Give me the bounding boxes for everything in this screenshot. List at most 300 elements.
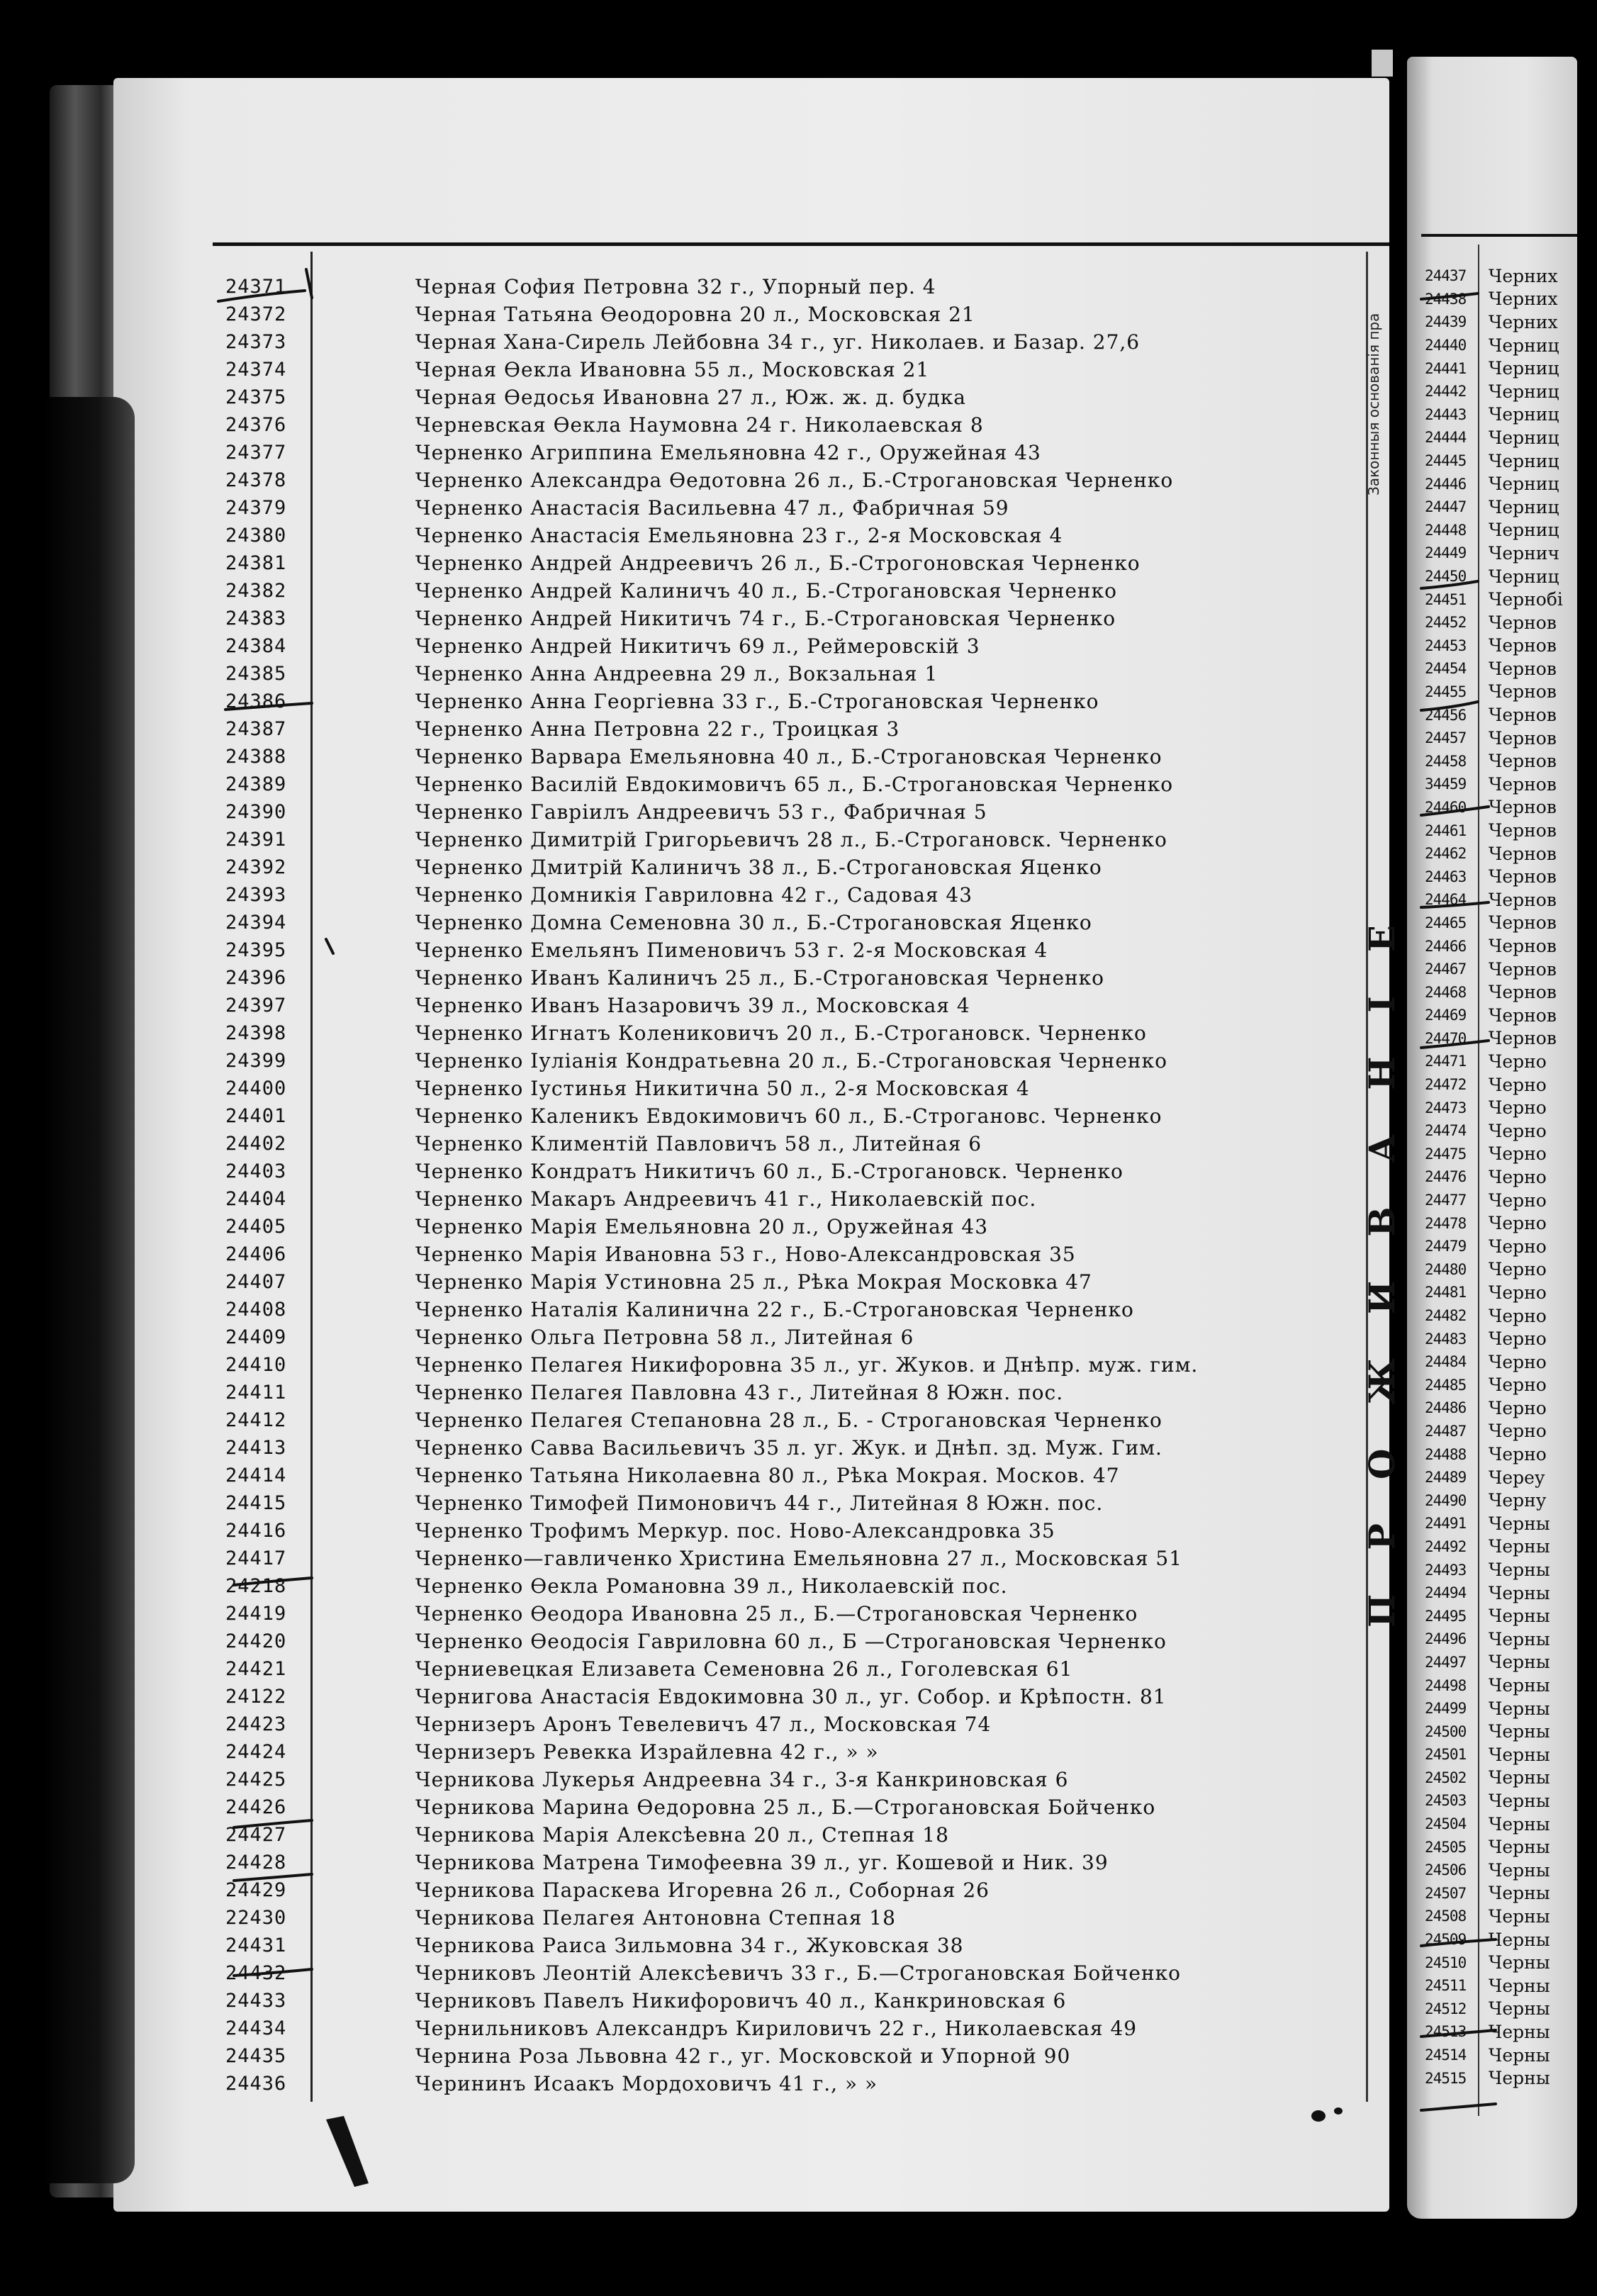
entry-text: Черникова Марія Алексѣевна 20 л., Степная 18 bbox=[415, 1823, 949, 1847]
right-entry-number: 24483 bbox=[1425, 1330, 1467, 1348]
entry-text: Черная Татьяна Өеодоровна 20 л., Московская 21 bbox=[415, 303, 975, 326]
entry-number: 24425 bbox=[225, 1769, 287, 1791]
right-page-entry bbox=[1425, 980, 1577, 1004]
right-page-entry bbox=[1425, 288, 1577, 311]
right-page-entry bbox=[1425, 1466, 1577, 1489]
right-entry-number: 24452 bbox=[1425, 614, 1467, 632]
right-entry-number: 24497 bbox=[1425, 1653, 1467, 1671]
right-entry-text: Черно bbox=[1489, 1166, 1547, 1187]
right-entry-text: Черны bbox=[1489, 1628, 1550, 1650]
right-entry-number: 24445 bbox=[1425, 452, 1467, 470]
right-entry-number: 24464 bbox=[1425, 891, 1467, 909]
right-entry-number: 24490 bbox=[1425, 1491, 1467, 1509]
right-entry-text: Черны bbox=[1489, 1837, 1550, 1858]
entry-number: 24384 bbox=[225, 635, 287, 657]
entry-number: 24402 bbox=[225, 1133, 287, 1155]
entry-text: Черненко Іуліанія Кондратьевна 20 л., Б.-Строгановская Черненко bbox=[415, 1049, 1167, 1073]
entry-number: 24394 bbox=[225, 912, 287, 934]
right-page-entry bbox=[1425, 1327, 1577, 1350]
entry-text: Чернизеръ Ревекка Израйлевна 42 г., » » bbox=[415, 1740, 879, 1764]
right-page-entry bbox=[1425, 1905, 1577, 1928]
register-entry bbox=[225, 1572, 1360, 1600]
right-entry-number: 24496 bbox=[1425, 1630, 1467, 1648]
right-page-entry bbox=[1425, 1235, 1577, 1258]
right-page-entry bbox=[1425, 727, 1577, 750]
right-entry-number: 24488 bbox=[1425, 1445, 1467, 1463]
entry-text: Черненко Димитрій Григорьевичъ 28 л., Б.-Строгановск. Черненко bbox=[415, 828, 1167, 851]
entry-number: 24426 bbox=[225, 1796, 287, 1818]
right-entry-text: Черниц bbox=[1489, 520, 1559, 541]
right-page-entry bbox=[1425, 657, 1577, 681]
right-entry-text: Чернов bbox=[1489, 681, 1557, 702]
entry-number: 24433 bbox=[225, 1990, 287, 2012]
register-entry bbox=[225, 1766, 1360, 1793]
right-page-entry bbox=[1425, 1766, 1577, 1790]
right-entry-text: Чернов bbox=[1489, 727, 1557, 749]
right-entry-text: Черниц bbox=[1489, 566, 1559, 587]
entry-number: 24415 bbox=[225, 1492, 287, 1514]
register-entry bbox=[225, 383, 1360, 411]
register-entry bbox=[225, 1241, 1360, 1268]
entry-text: Черненко Варвара Емельяновна 40 л., Б.-Строгановская Черненко bbox=[415, 745, 1162, 768]
entry-text: Черненко Анна Петровна 22 г., Троицкая 3 bbox=[415, 717, 900, 741]
right-page-entry bbox=[1425, 519, 1577, 542]
register-entry bbox=[225, 826, 1360, 853]
entry-text: Черненко Іустинья Никитична 50 л., 2-я Московская 4 bbox=[415, 1077, 1030, 1100]
entry-text: Черненко Пелагея Павловна 43 г., Литейная 8 Южн. пос. bbox=[415, 1381, 1064, 1404]
entry-text: Черненко Агриппина Емельяновна 42 г., Оружейная 43 bbox=[415, 441, 1041, 464]
entry-number: 24372 bbox=[225, 303, 287, 325]
right-entry-text: Чернов bbox=[1489, 612, 1557, 633]
entry-number: 24423 bbox=[225, 1713, 287, 1735]
entry-text: Черниевецкая Елизавета Семеновна 26 л., Гоголевская 61 bbox=[415, 1657, 1073, 1681]
entry-number: 24408 bbox=[225, 1299, 287, 1321]
right-page-entry bbox=[1425, 958, 1577, 981]
right-entry-number: 24510 bbox=[1425, 1954, 1467, 1971]
right-page-entry bbox=[1425, 1396, 1577, 1420]
entry-text: Чернигова Анастасія Евдокимовна 30 л., уг. Собор. и Крѣпостн. 81 bbox=[415, 1685, 1167, 1708]
right-entry-text: Чернов bbox=[1489, 820, 1557, 841]
entry-text: Черненко Иванъ Назаровичъ 39 л., Московская 4 bbox=[415, 994, 970, 1017]
right-entry-number: 24460 bbox=[1425, 798, 1467, 816]
entry-text: Черненко Андрей Калиничъ 40 л., Б.-Строгановская Черненко bbox=[415, 579, 1117, 603]
right-page-header-rule bbox=[1421, 234, 1577, 237]
register-entry bbox=[225, 1683, 1360, 1710]
right-entry-text: Черних bbox=[1489, 289, 1558, 310]
right-page-entry bbox=[1425, 565, 1577, 588]
right-entry-text: Черно bbox=[1489, 1120, 1547, 1141]
right-entry-number: 24486 bbox=[1425, 1399, 1467, 1417]
register-entry bbox=[225, 1959, 1360, 1987]
entry-number: 24424 bbox=[225, 1741, 287, 1763]
right-entry-number: 24449 bbox=[1425, 544, 1467, 562]
entry-number: 24434 bbox=[225, 2017, 287, 2039]
right-entry-number: 24511 bbox=[1425, 1977, 1467, 1995]
register-entry bbox=[225, 688, 1360, 715]
entry-number: 24373 bbox=[225, 331, 287, 353]
right-page-entry bbox=[1425, 426, 1577, 449]
right-entry-number: 24469 bbox=[1425, 1007, 1467, 1024]
right-entry-number: 24487 bbox=[1425, 1422, 1467, 1440]
right-entry-text: Черниц bbox=[1489, 474, 1559, 495]
entry-number: 24400 bbox=[225, 1077, 287, 1099]
right-entry-number: 24500 bbox=[1425, 1723, 1467, 1740]
right-entry-text: Черны bbox=[1489, 1675, 1550, 1696]
entry-number: 24380 bbox=[225, 525, 287, 547]
register-entry bbox=[225, 1738, 1360, 1766]
right-entry-number: 24512 bbox=[1425, 2000, 1467, 2017]
entry-number: 24432 bbox=[225, 1962, 287, 1984]
entry-number: 24428 bbox=[225, 1852, 287, 1874]
entry-text: Черникова Параскева Игоревна 26 л., Соборная 26 bbox=[415, 1878, 990, 1902]
right-entry-text: Черны bbox=[1489, 2021, 1550, 2042]
entry-number: 24420 bbox=[225, 1630, 287, 1652]
register-entry bbox=[225, 1406, 1360, 1434]
register-entry bbox=[225, 1047, 1360, 1075]
right-entry-text: Черны bbox=[1489, 1929, 1550, 1950]
right-entry-text: Черних bbox=[1489, 265, 1558, 286]
right-entry-number: 24437 bbox=[1425, 267, 1467, 285]
entry-number: 24405 bbox=[225, 1216, 287, 1238]
right-entry-text: Черны bbox=[1489, 1606, 1550, 1627]
right-entry-text: Черно bbox=[1489, 1097, 1547, 1119]
register-entry bbox=[225, 853, 1360, 881]
right-entry-text: Чернов bbox=[1489, 889, 1557, 910]
right-entry-text: Черниц bbox=[1489, 450, 1559, 471]
right-entry-text: Черно bbox=[1489, 1351, 1547, 1372]
entry-number: 24218 bbox=[225, 1575, 287, 1597]
register-entry bbox=[225, 494, 1360, 522]
right-entry-text: Черно bbox=[1489, 1305, 1547, 1326]
entry-text: Черненко Өеодора Ивановна 25 л., Б.—Строгановская Черненко bbox=[415, 1602, 1138, 1625]
entry-number: 24401 bbox=[225, 1105, 287, 1127]
right-entry-text: Череу bbox=[1489, 1467, 1545, 1488]
right-entry-text: Черны bbox=[1489, 1744, 1550, 1765]
entry-number: 24419 bbox=[225, 1603, 287, 1625]
right-entry-text: Чернов bbox=[1489, 751, 1557, 772]
entry-number: 24388 bbox=[225, 746, 287, 768]
entry-text: Черненко—гавличенко Христина Емельяновна 27 л., Московская 51 bbox=[415, 1547, 1183, 1570]
right-entry-number: 24453 bbox=[1425, 637, 1467, 654]
right-page-entry bbox=[1425, 1096, 1577, 1119]
right-page-entry bbox=[1425, 1489, 1577, 1512]
register-entry bbox=[225, 1158, 1360, 1185]
right-entry-text: Чернов bbox=[1489, 1028, 1557, 1049]
right-page-entry bbox=[1425, 681, 1577, 704]
right-page-entry bbox=[1425, 1604, 1577, 1628]
right-page-entry bbox=[1425, 1189, 1577, 1212]
right-page-entries bbox=[1425, 264, 1577, 2090]
header-rule bbox=[213, 242, 1389, 246]
entry-number: 24386 bbox=[225, 690, 287, 712]
right-entry-number: 24494 bbox=[1425, 1584, 1467, 1602]
right-page-entry bbox=[1425, 1350, 1577, 1374]
register-entry bbox=[225, 1821, 1360, 1849]
right-page-entry bbox=[1425, 611, 1577, 634]
right-page-entry bbox=[1425, 1789, 1577, 1813]
right-page-entry bbox=[1425, 1420, 1577, 1443]
right-page-entry bbox=[1425, 865, 1577, 888]
right-entry-text: Черно bbox=[1489, 1213, 1547, 1234]
right-entry-text: Черну bbox=[1489, 1490, 1547, 1511]
register-entry bbox=[225, 301, 1360, 328]
right-entry-text: Черны bbox=[1489, 1721, 1550, 1742]
register-entry bbox=[225, 771, 1360, 798]
entry-text: Черненко Марія Емельяновна 20 л., Оружейная 43 bbox=[415, 1215, 989, 1238]
register-entry bbox=[225, 1876, 1360, 1904]
right-entry-text: Черно bbox=[1489, 1143, 1547, 1165]
register-entry bbox=[225, 549, 1360, 577]
entry-text: Черненко Александра Өедотовна 26 л., Б.-Строгановская Черненко bbox=[415, 469, 1174, 492]
right-entry-text: Чернов bbox=[1489, 797, 1557, 818]
right-entry-number: 24473 bbox=[1425, 1099, 1467, 1116]
entry-text: Черненко Пелагея Степановна 28 л., Б. - Строгановская Черненко bbox=[415, 1409, 1162, 1432]
entry-text: Черненко Өеодосія Гавриловна 60 л., Б —Строгановская Черненко bbox=[415, 1630, 1167, 1653]
entry-number: 24404 bbox=[225, 1188, 287, 1210]
entry-text: Черненко Климентій Павловичъ 58 л., Литейная 6 bbox=[415, 1132, 982, 1155]
entry-number: 24436 bbox=[225, 2073, 287, 2095]
entry-number: 24414 bbox=[225, 1465, 287, 1486]
right-entry-text: Черниц bbox=[1489, 404, 1559, 425]
register-entry bbox=[225, 1351, 1360, 1379]
margin-column-title: ПРОЖИВАНІЕ bbox=[1361, 881, 1403, 1628]
right-page-entry bbox=[1425, 1720, 1577, 1743]
right-page-entry bbox=[1425, 1535, 1577, 1559]
right-entry-number: 24466 bbox=[1425, 937, 1467, 955]
right-page-entry bbox=[1425, 819, 1577, 842]
right-entry-text: Черны bbox=[1489, 1536, 1550, 1557]
right-page-entry bbox=[1425, 495, 1577, 519]
right-entry-number: 24489 bbox=[1425, 1469, 1467, 1486]
right-entry-number: 24507 bbox=[1425, 1884, 1467, 1902]
entry-text: Черникова Марина Өедоровна 25 л., Б.—Строгановская Бойченко bbox=[415, 1796, 1156, 1819]
entry-text: Чернизеръ Аронъ Тевелевичъ 47 л., Московская 74 bbox=[415, 1713, 992, 1736]
entry-number: 24378 bbox=[225, 469, 287, 491]
register-entry bbox=[225, 605, 1360, 632]
entry-number: 24376 bbox=[225, 414, 287, 436]
entry-number: 24377 bbox=[225, 442, 287, 464]
register-entry bbox=[225, 1130, 1360, 1158]
right-entry-number: 24478 bbox=[1425, 1214, 1467, 1232]
right-entry-text: Черно bbox=[1489, 1328, 1547, 1350]
right-entry-text: Чернич bbox=[1489, 542, 1559, 564]
right-page-entry bbox=[1425, 588, 1577, 611]
entry-text: Черникова Пелагея Антоновна Степная 18 bbox=[415, 1906, 896, 1930]
register-entry bbox=[225, 909, 1360, 936]
entry-number: 24387 bbox=[225, 718, 287, 740]
right-entry-number: 24477 bbox=[1425, 1192, 1467, 1209]
right-page-entry bbox=[1425, 1281, 1577, 1304]
right-entry-number: 24513 bbox=[1425, 2023, 1467, 2041]
right-entry-text: Чернов bbox=[1489, 1004, 1557, 1026]
register-entry bbox=[225, 439, 1360, 466]
right-page-entry bbox=[1425, 1443, 1577, 1466]
right-entry-number: 24447 bbox=[1425, 498, 1467, 516]
right-page-entry bbox=[1425, 2044, 1577, 2067]
register-entries bbox=[225, 273, 1360, 2098]
right-entry-number: 24495 bbox=[1425, 1607, 1467, 1625]
entry-text: Черненко Игнатъ Колениковичъ 20 л., Б.-Строгановск. Черненко bbox=[415, 1021, 1147, 1045]
entry-text: Черненко Өекла Романовна 39 л., Николаевскій пос. bbox=[415, 1574, 1008, 1598]
right-page-entry bbox=[1425, 1165, 1577, 1189]
entry-number: 24393 bbox=[225, 884, 287, 906]
entry-text: Черненко Василій Евдокимовичъ 65 л., Б.-Строгановская Черненко bbox=[415, 773, 1174, 796]
right-entry-text: Черны bbox=[1489, 1813, 1550, 1835]
entry-text: Черненко Андрей Андреевичъ 26 л., Б.-Строгоновская Черненко bbox=[415, 551, 1141, 575]
right-entry-number: 24441 bbox=[1425, 359, 1467, 377]
entry-number: 24389 bbox=[225, 773, 287, 795]
entry-text: Черниковъ Леонтій Алексѣевичъ 33 г., Б.—Строгановская Бойченко bbox=[415, 1961, 1181, 1985]
entry-text: Черникова Лукерья Андреевна 34 г., 3-я Канкриновская 6 bbox=[415, 1768, 1069, 1791]
right-page-entry bbox=[1425, 912, 1577, 935]
right-entry-number: 24502 bbox=[1425, 1769, 1467, 1786]
entry-text: Черненко Ольга Петровна 58 л., Литейная 6 bbox=[415, 1326, 914, 1349]
right-entry-text: Черно bbox=[1489, 1236, 1547, 1257]
entry-number: 24431 bbox=[225, 1934, 287, 1956]
right-page-entry bbox=[1425, 1304, 1577, 1328]
entry-text: Черненко Макаръ Андреевичъ 41 г., Николаевскій пос. bbox=[415, 1187, 1037, 1211]
entry-text: Чернильниковъ Александръ Кириловичъ 22 г., Николаевская 49 bbox=[415, 2017, 1138, 2040]
right-page-entry bbox=[1425, 1258, 1577, 1282]
right-page-entry bbox=[1425, 310, 1577, 334]
entry-text: Черненко Емельянъ Пименовичъ 53 г. 2-я Московская 4 bbox=[415, 939, 1048, 962]
right-page-entry bbox=[1425, 1651, 1577, 1674]
right-entry-text: Чернов bbox=[1489, 658, 1557, 679]
right-entry-text: Черны bbox=[1489, 1559, 1550, 1581]
entry-text: Черненко Дмитрій Калиничъ 38 л., Б.-Строгановская Яценко bbox=[415, 856, 1102, 879]
register-entry bbox=[225, 632, 1360, 660]
right-entry-number: 24479 bbox=[1425, 1238, 1467, 1255]
right-entry-number: 24485 bbox=[1425, 1376, 1467, 1394]
right-entry-number: 24509 bbox=[1425, 1931, 1467, 1949]
register-entry bbox=[225, 992, 1360, 1019]
entry-number: 22430 bbox=[225, 1907, 287, 1929]
right-page-entry bbox=[1425, 380, 1577, 403]
entry-number: 24391 bbox=[225, 829, 287, 851]
register-entry bbox=[225, 1904, 1360, 1932]
right-entry-text: Черны bbox=[1489, 1767, 1550, 1788]
register-entry bbox=[225, 964, 1360, 992]
right-page-entry bbox=[1425, 1027, 1577, 1051]
right-page-entry bbox=[1425, 449, 1577, 473]
right-entry-text: Черны bbox=[1489, 1952, 1550, 1973]
right-entry-number: 24457 bbox=[1425, 729, 1467, 747]
entry-number: 24412 bbox=[225, 1409, 287, 1431]
entry-number: 24392 bbox=[225, 856, 287, 878]
register-entry bbox=[225, 1462, 1360, 1489]
register-entry bbox=[225, 1379, 1360, 1406]
entry-number: 24413 bbox=[225, 1437, 287, 1459]
register-entry bbox=[225, 1296, 1360, 1323]
right-page-entry bbox=[1425, 1928, 1577, 1951]
entry-text: Черненко Домникія Гавриловна 42 г., Садовая 43 bbox=[415, 883, 973, 907]
register-entry bbox=[225, 1600, 1360, 1628]
entry-number: 24416 bbox=[225, 1520, 287, 1542]
right-entry-text: Черны bbox=[1489, 1883, 1550, 1904]
right-entry-text: Чернобі bbox=[1489, 589, 1563, 610]
right-entry-number: 24515 bbox=[1425, 2069, 1467, 2087]
right-entry-text: Черны bbox=[1489, 2044, 1550, 2066]
register-entry bbox=[225, 1102, 1360, 1130]
right-entry-number: 24484 bbox=[1425, 1353, 1467, 1371]
entry-text: Черненко Татьяна Николаевна 80 л., Рѣка Мокрая. Москов. 47 bbox=[415, 1464, 1120, 1487]
right-entry-text: Черно bbox=[1489, 1421, 1547, 1442]
entry-text: Черненко Каленикъ Евдокимовичъ 60 л., Б.-Строгановс. Черненко bbox=[415, 1104, 1162, 1128]
register-entry bbox=[225, 1793, 1360, 1821]
right-entry-number: 24499 bbox=[1425, 1700, 1467, 1718]
entry-text: Черненко Савва Васильевичъ 35 л. уг. Жук. и Днѣп. зд. Муж. Гим. bbox=[415, 1436, 1162, 1460]
right-entry-number: 24450 bbox=[1425, 568, 1467, 586]
register-entry bbox=[225, 936, 1360, 964]
right-page-entry bbox=[1425, 749, 1577, 773]
entry-number: 24374 bbox=[225, 359, 287, 381]
right-entry-text: Черны bbox=[1489, 1905, 1550, 1927]
entry-number: 24375 bbox=[225, 386, 287, 408]
right-page-entry bbox=[1425, 773, 1577, 796]
right-entry-number: 24455 bbox=[1425, 683, 1467, 700]
right-page-entry bbox=[1425, 264, 1577, 288]
entry-text: Черненко Иванъ Калиничъ 25 л., Б.-Строгановская Черненко bbox=[415, 966, 1105, 990]
right-page-entry bbox=[1425, 1998, 1577, 2021]
register-entry bbox=[225, 1655, 1360, 1683]
register-entry bbox=[225, 2015, 1360, 2042]
entry-text: Черненко Анна Георгіевна 33 г., Б.-Строгановская Черненко bbox=[415, 690, 1099, 713]
right-entry-number: 24454 bbox=[1425, 660, 1467, 678]
right-entry-text: Черны bbox=[1489, 1859, 1550, 1881]
register-entry bbox=[225, 1545, 1360, 1572]
entry-number: 24371 bbox=[225, 276, 287, 298]
right-entry-number: 24504 bbox=[1425, 1815, 1467, 1833]
entry-number: 24411 bbox=[225, 1382, 287, 1404]
entry-text: Черининъ Исаакъ Мордоховичъ 41 г., » » bbox=[415, 2072, 878, 2095]
register-entry bbox=[225, 1185, 1360, 1213]
entry-number: 24410 bbox=[225, 1354, 287, 1376]
right-page-entry bbox=[1425, 1697, 1577, 1720]
right-entry-text: Черних bbox=[1489, 311, 1558, 332]
right-entry-text: Черно bbox=[1489, 1444, 1547, 1465]
right-page-entry bbox=[1425, 888, 1577, 912]
right-entry-text: Черны bbox=[1489, 2068, 1550, 2089]
right-entry-number: 24463 bbox=[1425, 868, 1467, 885]
right-entry-number: 24465 bbox=[1425, 914, 1467, 931]
entry-number: 24383 bbox=[225, 607, 287, 629]
right-page-entry bbox=[1425, 472, 1577, 495]
right-entry-number: 24468 bbox=[1425, 983, 1467, 1001]
right-page-entry bbox=[1425, 1512, 1577, 1535]
right-entry-number: 24443 bbox=[1425, 405, 1467, 423]
right-page-entry bbox=[1425, 2020, 1577, 2044]
right-page-entry bbox=[1425, 1558, 1577, 1581]
register-entry bbox=[225, 1628, 1360, 1655]
right-page-entry bbox=[1425, 1050, 1577, 1073]
register-entry bbox=[225, 273, 1360, 301]
entry-text: Черненко Анастасія Емельяновна 23 г., 2-я Московская 4 bbox=[415, 524, 1063, 547]
register-entry bbox=[225, 1987, 1360, 2015]
right-entry-number: 24493 bbox=[1425, 1561, 1467, 1579]
right-page-entry bbox=[1425, 1674, 1577, 1697]
right-entry-number: 24471 bbox=[1425, 1053, 1467, 1070]
register-entry bbox=[225, 1710, 1360, 1738]
entry-text: Черненко Анастасія Васильевна 47 л., Фабричная 59 bbox=[415, 496, 1009, 520]
right-entry-text: Чернов bbox=[1489, 866, 1557, 887]
right-page-entry bbox=[1425, 357, 1577, 380]
entry-text: Черненко Анна Андреевна 29 л., Вокзальная 1 bbox=[415, 662, 938, 685]
register-entry bbox=[225, 1268, 1360, 1296]
right-entry-text: Черниц bbox=[1489, 496, 1559, 517]
right-page-entry bbox=[1425, 842, 1577, 866]
entry-number: 24429 bbox=[225, 1879, 287, 1901]
right-entry-text: Черниц bbox=[1489, 358, 1559, 379]
